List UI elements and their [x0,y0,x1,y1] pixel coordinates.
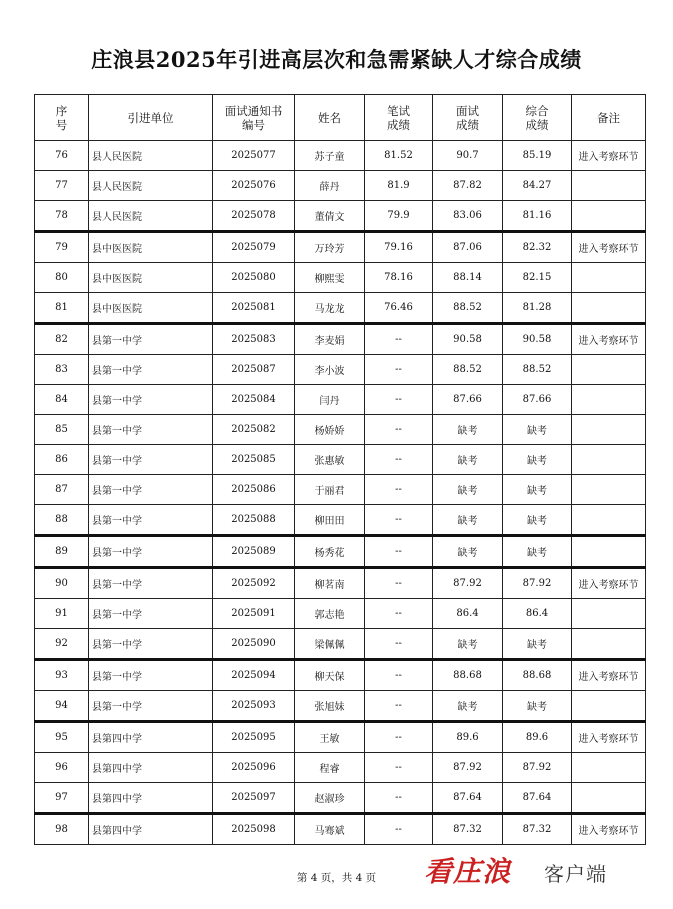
cell-interview: 89.6 [433,722,503,753]
cell-remark [572,355,646,385]
cell-seq: 90 [35,568,89,599]
cell-notice: 2025092 [213,568,295,599]
cell-name: 柳茗南 [295,568,365,599]
cell-name: 杨娇娇 [295,415,365,445]
cell-total: 86.4 [503,599,572,629]
cell-remark [572,753,646,783]
cell-interview: 87.92 [433,568,503,599]
cell-interview: 87.92 [433,753,503,783]
cell-unit: 县人民医院 [89,141,213,171]
cell-notice: 2025097 [213,783,295,814]
cell-remark [572,629,646,660]
cell-total: 87.92 [503,568,572,599]
cell-interview: 87.32 [433,814,503,845]
cell-written: -- [365,691,433,722]
cell-unit: 县人民医院 [89,201,213,232]
cell-interview: 缺考 [433,536,503,568]
cell-name: 于丽君 [295,475,365,505]
cell-interview: 87.06 [433,232,503,263]
cell-name: 李麦娟 [295,324,365,355]
table-row [35,475,646,505]
table-row [35,599,646,629]
table-row [35,385,646,415]
cell-written: -- [365,568,433,599]
cell-total: 缺考 [503,691,572,722]
cell-notice: 2025096 [213,753,295,783]
cell-seq: 94 [35,691,89,722]
cell-total: 87.32 [503,814,572,845]
cell-unit: 县第一中学 [89,355,213,385]
cell-unit: 县第一中学 [89,505,213,536]
cell-interview: 90.7 [433,141,503,171]
cell-total: 缺考 [503,415,572,445]
cell-interview: 87.66 [433,385,503,415]
cell-written: -- [365,505,433,536]
cell-written: -- [365,385,433,415]
cell-remark: 进入考察环节 [572,324,646,355]
cell-name: 闫丹 [295,385,365,415]
cell-seq: 89 [35,536,89,568]
cell-unit: 县第四中学 [89,783,213,814]
cell-name: 柳田田 [295,505,365,536]
cell-remark [572,293,646,324]
cell-unit: 县第一中学 [89,691,213,722]
cell-seq: 76 [35,141,89,171]
cell-written: 81.9 [365,171,433,201]
logo-script: 看庄浪 [424,855,512,888]
cell-remark: 进入考察环节 [572,814,646,845]
cell-interview: 87.64 [433,783,503,814]
cell-interview: 缺考 [433,445,503,475]
cell-seq: 91 [35,599,89,629]
cell-notice: 2025086 [213,475,295,505]
cell-written: 79.16 [365,232,433,263]
cell-notice: 2025091 [213,599,295,629]
cell-total: 缺考 [503,629,572,660]
cell-written: -- [365,324,433,355]
cell-notice: 2025088 [213,505,295,536]
cell-total: 90.58 [503,324,572,355]
cell-interview: 缺考 [433,691,503,722]
cell-seq: 85 [35,415,89,445]
cell-unit: 县第四中学 [89,722,213,753]
cell-written: 78.16 [365,263,433,293]
table-row [35,505,646,536]
table-row [35,263,646,293]
cell-unit: 县中医医院 [89,263,213,293]
cell-interview: 缺考 [433,415,503,445]
cell-seq: 86 [35,445,89,475]
cell-name: 万玲芳 [295,232,365,263]
cell-remark [572,691,646,722]
cell-interview: 83.06 [433,201,503,232]
cell-total: 84.27 [503,171,572,201]
cell-notice: 2025085 [213,445,295,475]
cell-unit: 县第四中学 [89,814,213,845]
table-row [35,355,646,385]
cell-unit: 县人民医院 [89,171,213,201]
cell-seq: 87 [35,475,89,505]
cell-seq: 93 [35,660,89,691]
cell-unit: 县中医医院 [89,232,213,263]
cell-notice: 2025080 [213,263,295,293]
header-seq: 序 号 [35,95,89,141]
table-row [35,722,646,753]
cell-total: 87.92 [503,753,572,783]
cell-seq: 96 [35,753,89,783]
cell-unit: 县第一中学 [89,536,213,568]
cell-written: 79.9 [365,201,433,232]
cell-name: 马龙龙 [295,293,365,324]
cell-remark: 进入考察环节 [572,232,646,263]
cell-notice: 2025079 [213,232,295,263]
cell-seq: 98 [35,814,89,845]
cell-remark [572,415,646,445]
table-row [35,660,646,691]
cell-name: 梁佩佩 [295,629,365,660]
cell-notice: 2025094 [213,660,295,691]
cell-total: 88.52 [503,355,572,385]
cell-name: 郭志艳 [295,599,365,629]
results-table [34,94,646,845]
cell-name: 张旭妹 [295,691,365,722]
cell-written: -- [365,722,433,753]
cell-notice: 2025087 [213,355,295,385]
cell-name: 薛丹 [295,171,365,201]
cell-notice: 2025076 [213,171,295,201]
cell-seq: 81 [35,293,89,324]
page-footer: 第 4 页，共 4 页 [296,872,377,884]
cell-seq: 83 [35,355,89,385]
cell-written: 81.52 [365,141,433,171]
cell-total: 缺考 [503,445,572,475]
table-row [35,753,646,783]
cell-name: 程睿 [295,753,365,783]
cell-unit: 县第一中学 [89,599,213,629]
cell-interview: 缺考 [433,475,503,505]
cell-written: -- [365,355,433,385]
cell-total: 缺考 [503,505,572,536]
cell-seq: 84 [35,385,89,415]
cell-name: 苏子童 [295,141,365,171]
cell-unit: 县第一中学 [89,385,213,415]
table-row [35,415,646,445]
cell-remark [572,201,646,232]
cell-name: 柳熙雯 [295,263,365,293]
cell-seq: 97 [35,783,89,814]
table-row [35,141,646,171]
cell-notice: 2025077 [213,141,295,171]
cell-remark: 进入考察环节 [572,141,646,171]
table-row [35,171,646,201]
cell-seq: 95 [35,722,89,753]
header-name: 姓名 [295,95,365,141]
cell-written: -- [365,536,433,568]
cell-seq: 77 [35,171,89,201]
cell-written: -- [365,629,433,660]
header-total: 综合 成绩 [503,95,572,141]
cell-notice: 2025078 [213,201,295,232]
cell-total: 81.28 [503,293,572,324]
cell-total: 87.66 [503,385,572,415]
cell-remark: 进入考察环节 [572,660,646,691]
cell-total: 81.16 [503,201,572,232]
table-body [35,141,646,845]
cell-notice: 2025095 [213,722,295,753]
table-row [35,232,646,263]
table-row [35,629,646,660]
cell-seq: 78 [35,201,89,232]
table-row [35,691,646,722]
cell-name: 杨秀花 [295,536,365,568]
table-header-row [35,95,646,141]
header-written: 笔试 成绩 [365,95,433,141]
cell-remark: 进入考察环节 [572,722,646,753]
cell-name: 王敏 [295,722,365,753]
cell-notice: 2025084 [213,385,295,415]
cell-name: 张惠敏 [295,445,365,475]
cell-total: 82.15 [503,263,572,293]
header-notice: 面试通知书 编号 [213,95,295,141]
cell-remark: 进入考察环节 [572,568,646,599]
cell-interview: 88.52 [433,355,503,385]
cell-notice: 2025098 [213,814,295,845]
cell-interview: 88.14 [433,263,503,293]
cell-unit: 县第一中学 [89,475,213,505]
cell-name: 李小波 [295,355,365,385]
cell-notice: 2025090 [213,629,295,660]
cell-remark [572,385,646,415]
cell-interview: 87.82 [433,171,503,201]
cell-unit: 县第一中学 [89,660,213,691]
table-row [35,814,646,845]
cell-name: 赵淑珍 [295,783,365,814]
cell-unit: 县中医医院 [89,293,213,324]
cell-interview: 缺考 [433,505,503,536]
cell-notice: 2025083 [213,324,295,355]
cell-total: 85.19 [503,141,572,171]
cell-interview: 86.4 [433,599,503,629]
logo-text: 客户端 [544,862,607,886]
cell-written: -- [365,599,433,629]
cell-written: -- [365,415,433,445]
table-row [35,568,646,599]
cell-notice: 2025081 [213,293,295,324]
cell-written: -- [365,783,433,814]
cell-written: -- [365,814,433,845]
table-row [35,293,646,324]
cell-unit: 县第一中学 [89,568,213,599]
cell-total: 缺考 [503,475,572,505]
cell-remark [572,445,646,475]
cell-unit: 县第四中学 [89,753,213,783]
cell-written: -- [365,475,433,505]
cell-remark [572,505,646,536]
cell-total: 82.32 [503,232,572,263]
cell-seq: 79 [35,232,89,263]
cell-notice: 2025082 [213,415,295,445]
cell-unit: 县第一中学 [89,415,213,445]
cell-seq: 80 [35,263,89,293]
cell-total: 88.68 [503,660,572,691]
cell-written: 76.46 [365,293,433,324]
table-row [35,783,646,814]
cell-name: 董倩文 [295,201,365,232]
cell-written: -- [365,660,433,691]
cell-seq: 92 [35,629,89,660]
cell-remark [572,783,646,814]
cell-interview: 88.52 [433,293,503,324]
cell-notice: 2025089 [213,536,295,568]
cell-remark [572,171,646,201]
cell-name: 柳天保 [295,660,365,691]
table-row [35,445,646,475]
cell-remark [572,599,646,629]
header-unit: 引进单位 [89,95,213,141]
cell-remark [572,536,646,568]
table-row [35,201,646,232]
cell-remark [572,475,646,505]
table-row [35,324,646,355]
cell-seq: 88 [35,505,89,536]
header-interview: 面试 成绩 [433,95,503,141]
cell-name: 马骞斌 [295,814,365,845]
cell-written: -- [365,445,433,475]
cell-interview: 90.58 [433,324,503,355]
cell-total: 89.6 [503,722,572,753]
cell-total: 缺考 [503,536,572,568]
cell-unit: 县第一中学 [89,324,213,355]
page-title: 庄浪县2025年引进高层次和急需紧缺人才综合成绩 [91,47,582,72]
cell-remark [572,263,646,293]
cell-total: 87.64 [503,783,572,814]
table-row [35,536,646,568]
cell-notice: 2025093 [213,691,295,722]
cell-seq: 82 [35,324,89,355]
cell-interview: 88.68 [433,660,503,691]
cell-unit: 县第一中学 [89,629,213,660]
cell-unit: 县第一中学 [89,445,213,475]
cell-interview: 缺考 [433,629,503,660]
cell-written: -- [365,753,433,783]
header-remark: 备注 [572,95,646,141]
